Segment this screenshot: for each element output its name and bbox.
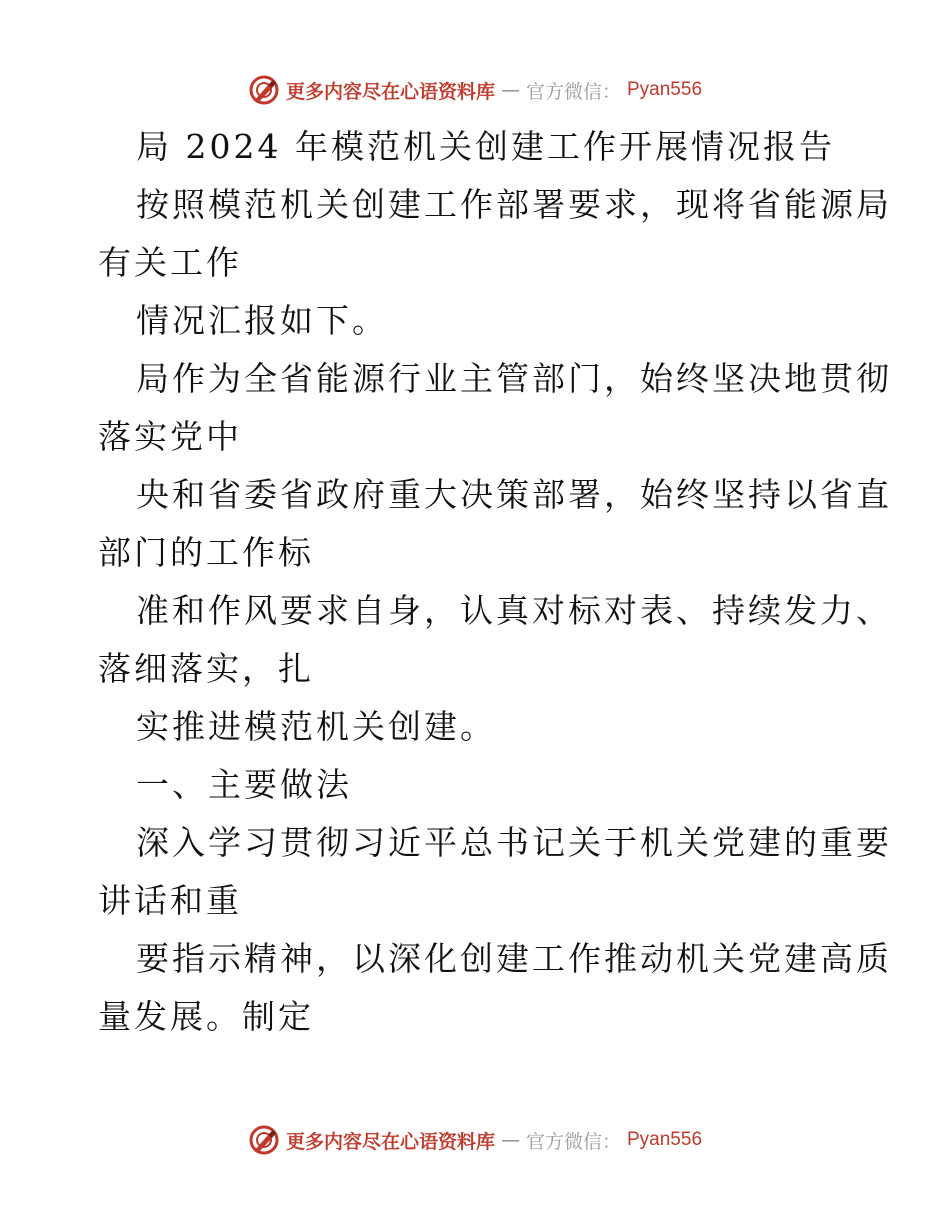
watermark-separator: —	[500, 1129, 520, 1151]
paragraph-line: 量发展。制定	[98, 997, 314, 1036]
watermark-brand-text: 更多内容尽在心语资料库	[285, 80, 495, 103]
watermark-wechat-id: Pyan556	[627, 79, 703, 100]
section-heading: 一、主要做法	[136, 765, 352, 804]
pen-logo-icon	[248, 74, 280, 106]
pen-logo-icon	[248, 1124, 280, 1156]
header-watermark	[0, 72, 950, 108]
watermark-wechat-label: 官方微信：	[525, 80, 621, 103]
paragraph-line: 落实党中	[98, 417, 242, 456]
paragraph-line: 情况汇报如下。	[136, 301, 388, 340]
paragraph-line: 要指示精神，以深化创建工作推动机关党建高质	[136, 939, 892, 978]
document-body	[98, 118, 892, 1046]
paragraph-line: 局作为全省能源行业主管部门，始终坚决地贯彻	[136, 359, 892, 398]
watermark-separator: —	[500, 79, 520, 101]
paragraph-line: 准和作风要求自身，认真对标对表、持续发力、	[136, 591, 892, 630]
paragraph-line: 央和省委省政府重大决策部署，始终坚持以省直	[136, 475, 892, 514]
watermark-wechat-label: 官方微信：	[525, 1130, 621, 1153]
paragraph-line: 实推进模范机关创建。	[136, 707, 496, 746]
paragraph-line: 深入学习贯彻习近平总书记关于机关党建的重要	[136, 823, 892, 862]
paragraph-line: 有关工作	[98, 243, 242, 282]
paragraph-line: 落细落实，扎	[98, 649, 314, 688]
document-title: 局 2024 年模范机关创建工作开展情况报告	[136, 127, 835, 166]
paragraph-line: 讲话和重	[98, 881, 242, 920]
paragraph-line: 部门的工作标	[98, 533, 314, 572]
footer-watermark	[0, 1122, 950, 1158]
paragraph-line: 按照模范机关创建工作部署要求，现将省能源局	[136, 185, 892, 224]
watermark-brand-text: 更多内容尽在心语资料库	[285, 1130, 495, 1153]
watermark-wechat-id: Pyan556	[627, 1129, 703, 1150]
